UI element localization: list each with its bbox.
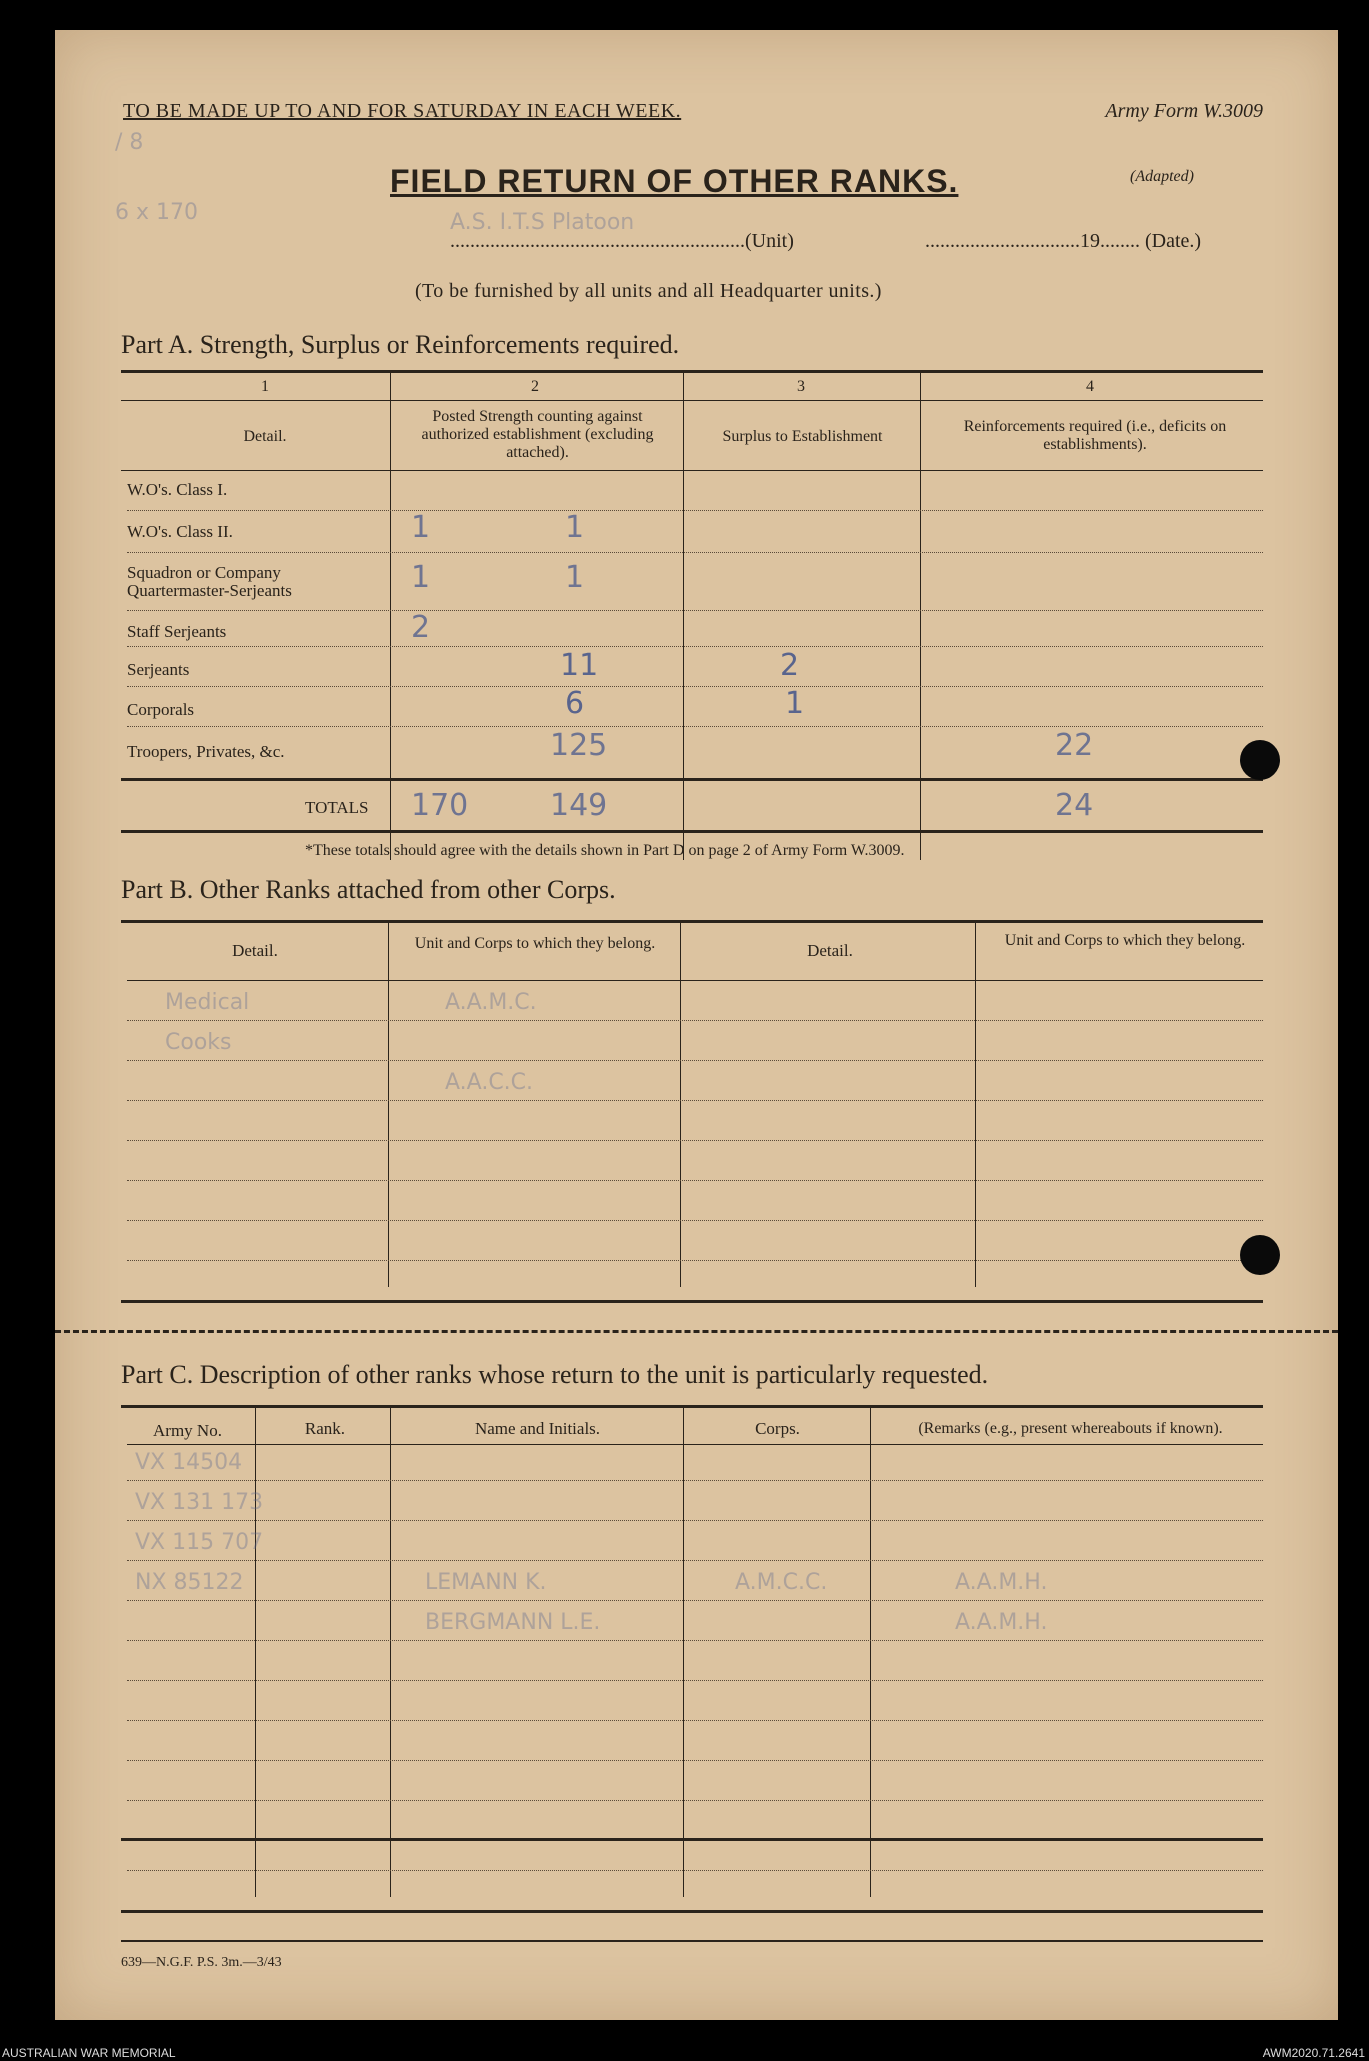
handwritten-total: 170 — [411, 788, 469, 823]
part-c-heading: Part C. Description of other ranks whose return to the unit is particularly requested. — [121, 1360, 989, 1389]
table-rule — [121, 370, 1263, 373]
part-a-footnote: *These totals should agree with the details shown in Part D on page 2 of Army Form W.3009. — [305, 842, 905, 859]
handwritten-entry: VX 131 173 — [135, 1490, 264, 1515]
handwritten-value: 2 — [411, 610, 431, 645]
part-c-header-army-no: Army No. — [153, 1421, 222, 1440]
column-divider — [680, 922, 681, 1287]
table-rule — [121, 1405, 1263, 1408]
col-number-4: 4 — [1086, 378, 1094, 395]
form-sheet — [55, 30, 1338, 2020]
part-b-header-unit-1: Unit and Corps to which they belong. — [414, 935, 656, 952]
row-rule — [127, 1600, 1263, 1601]
bottom-rule — [121, 1940, 1263, 1942]
table-rule — [121, 778, 1263, 781]
row-label-wo-class-1: W.O's. Class I. — [127, 480, 228, 499]
col-header-posted-strength: Posted Strength counting against authorized establishment (excluding attached). — [421, 408, 654, 461]
column-divider — [975, 922, 976, 1287]
row-rule — [127, 1800, 1263, 1801]
handwritten-note: / 8 — [115, 130, 144, 155]
handwritten-value: 1 — [565, 560, 585, 595]
part-a-heading: Part A. Strength, Surplus or Reinforcements required. — [121, 330, 680, 359]
table-rule — [121, 470, 1263, 471]
row-rule — [127, 1180, 1263, 1181]
col-header-surplus: Surplus to Establishment — [722, 428, 883, 445]
part-b-header-detail-2: Detail. — [807, 941, 853, 960]
table-rule — [121, 400, 1263, 401]
part-b-header-unit-2: Unit and Corps to which they belong. — [1004, 932, 1246, 949]
handwritten-entry: A.A.C.C. — [445, 1070, 534, 1095]
row-rule — [127, 1140, 1263, 1141]
handwritten-value: 1 — [785, 686, 805, 721]
col-number-2: 2 — [531, 378, 539, 395]
form-title: FIELD RETURN OF OTHER RANKS. — [390, 163, 959, 199]
col-number-3: 3 — [797, 378, 805, 395]
handwritten-entry: A.A.M.H. — [955, 1610, 1048, 1635]
unit-field: ...........................................................(Unit) — [450, 230, 794, 252]
handwritten-entry: BERGMANN L.E. — [425, 1610, 601, 1635]
part-b-header-detail-1: Detail. — [232, 941, 278, 960]
column-divider — [388, 922, 389, 1287]
column-divider — [920, 370, 921, 860]
row-rule — [127, 1640, 1263, 1641]
adapted-note: (Adapted) — [1130, 168, 1194, 185]
handwritten-entry: VX 115 707 — [135, 1530, 264, 1555]
row-rule — [127, 552, 1263, 553]
part-c-header-rank: Rank. — [304, 1419, 346, 1438]
totals-label: TOTALS — [305, 798, 369, 817]
handwritten-note: 6 x 170 — [115, 200, 198, 225]
punch-hole — [1240, 740, 1280, 780]
row-rule — [127, 1760, 1263, 1761]
handwritten-entry: A.A.M.C. — [445, 990, 537, 1015]
row-rule — [127, 1220, 1263, 1221]
handwritten-entry: Medical — [165, 990, 250, 1015]
table-rule — [121, 1838, 1263, 1841]
archive-reference: AWM2020.71.2641 — [1262, 2046, 1365, 2060]
row-rule — [127, 646, 1263, 647]
part-c-header-remarks: (Remarks (e.g., present whereabouts if known). — [918, 1420, 1223, 1437]
handwritten-entry: LEMANN K. — [425, 1570, 547, 1595]
handwritten-entry: A.A.M.H. — [955, 1570, 1048, 1595]
row-rule — [127, 610, 1263, 611]
handwritten-value: 1 — [411, 510, 431, 545]
row-rule — [127, 1480, 1263, 1481]
table-rule — [121, 920, 1263, 923]
row-rule — [127, 510, 1263, 511]
column-divider — [390, 370, 391, 860]
row-rule — [127, 1520, 1263, 1521]
handwritten-entry: VX 14504 — [135, 1450, 243, 1475]
row-label-staff-serjeants: Staff Serjeants — [127, 622, 227, 641]
furnished-note: (To be furnished by all units and all Headquarter units.) — [415, 280, 882, 302]
handwritten-value: 125 — [550, 728, 608, 763]
row-label-wo-class-2: W.O's. Class II. — [127, 522, 233, 541]
handwritten-value: 1 — [411, 560, 431, 595]
print-code: 639—N.G.F. P.S. 3m.—3/43 — [121, 1955, 282, 1970]
row-rule — [127, 726, 1263, 727]
row-rule — [127, 1680, 1263, 1681]
row-rule — [127, 686, 1263, 687]
handwritten-value: 11 — [560, 648, 599, 683]
part-b-heading: Part B. Other Ranks attached from other Corps. — [121, 875, 616, 904]
handwritten-value: 2 — [780, 648, 800, 683]
handwritten-entry: NX 85122 — [135, 1570, 244, 1595]
perforation-line — [55, 1330, 1338, 1333]
table-rule — [127, 980, 1263, 981]
handwritten-entry: A.M.C.C. — [735, 1570, 828, 1595]
part-c-header-corps: Corps. — [755, 1419, 800, 1438]
table-rule — [121, 830, 1263, 833]
row-rule — [127, 1870, 1263, 1871]
row-label-serjeants: Serjeants — [127, 660, 190, 679]
archive-credit: AUSTRALIAN WAR MEMORIAL — [2, 2046, 176, 2060]
handwritten-total: 149 — [550, 788, 608, 823]
form-instruction: TO BE MADE UP TO AND FOR SATURDAY IN EACH WEEK. — [123, 100, 682, 122]
row-label-troopers: Troopers, Privates, &c. — [127, 742, 285, 761]
col-header-reinforcements: Reinforcements required (i.e., deficits on establishments). — [963, 418, 1227, 453]
handwritten-value: 22 — [1055, 728, 1094, 763]
row-label-cqms: Squadron or Company Quartermaster-Serjeants — [127, 563, 292, 600]
handwritten-total: 24 — [1055, 788, 1094, 823]
column-divider — [683, 370, 684, 860]
row-rule — [127, 1060, 1263, 1061]
row-label-corporals: Corporals — [127, 700, 195, 719]
row-rule — [127, 1560, 1263, 1561]
handwritten-unit: A.S. I.T.S Platoon — [450, 210, 635, 235]
table-rule — [121, 1300, 1263, 1303]
part-c-header-name: Name and Initials. — [474, 1419, 601, 1438]
row-rule — [127, 1100, 1263, 1101]
row-rule — [127, 1260, 1263, 1261]
date-field: ...............................19........ (Date.) — [925, 230, 1202, 252]
table-rule — [127, 1444, 1263, 1445]
punch-hole — [1240, 1235, 1280, 1275]
handwritten-value: 6 — [565, 686, 585, 721]
handwritten-entry: Cooks — [165, 1030, 232, 1055]
col-number-1: 1 — [261, 378, 269, 395]
handwritten-value: 1 — [565, 510, 585, 545]
army-form-number: Army Form W.3009 — [1105, 100, 1263, 122]
row-rule — [127, 1720, 1263, 1721]
col-header-detail: Detail. — [243, 428, 287, 445]
row-rule — [127, 1020, 1263, 1021]
table-rule — [121, 1910, 1263, 1913]
